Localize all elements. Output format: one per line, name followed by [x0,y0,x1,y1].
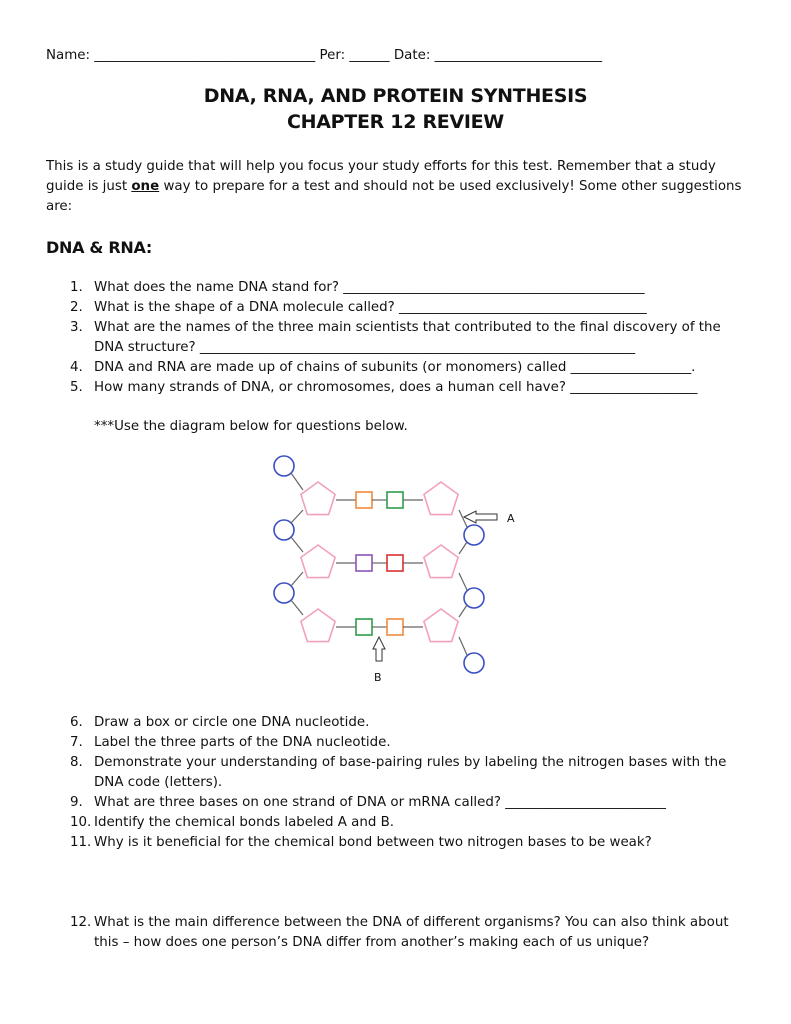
nitrogen-base-square [356,619,372,635]
sugar-pentagon [301,545,335,578]
date-blank[interactable]: _________________________ [434,48,603,63]
intro-text-c: way to prepare for a test and should not be used exclusively! Some other suggestions [159,179,742,194]
question-number: 9. [70,795,83,810]
sugar-pentagon [301,482,335,515]
bond-line [291,572,303,586]
question-text: What is the shape of a DNA molecule called? _____________________________________ [94,300,647,315]
bond-line [291,537,303,552]
intro-text-a: guide is just [46,179,132,194]
question-text: What is the main difference between the DNA of different organisms? You can also think about [94,915,729,930]
intro-line-1: This is a study guide that will help you focus your study efforts for this test. Remember that a study [46,159,716,174]
question-text: Draw a box or circle one DNA nucleotide. [94,715,370,730]
sugar-pentagon [424,609,458,642]
intro-line-3: are: [46,199,73,214]
question-text: DNA structure? _________________________________________________________________ [94,340,636,355]
bond-label-b: B [374,671,382,684]
question-number: 5. [70,380,83,395]
sugar-pentagon [301,609,335,642]
bond-line [459,573,467,590]
intro-emphasis: one [131,179,160,194]
per-label: Per: [319,48,346,63]
question-text: What are the names of the three main scientists that contributed to the final discovery of the [94,320,721,335]
nitrogen-base-square [387,555,403,571]
nitrogen-base-square [387,619,403,635]
title-line-2: CHAPTER 12 REVIEW [287,111,504,133]
diagram-note: ***Use the diagram below for questions below. [94,419,408,434]
per-blank[interactable]: ______ [349,48,390,63]
arrow-b [373,637,385,661]
question-number: 6. [70,715,83,730]
bond-line [459,637,467,655]
question-number: 4. [70,360,83,375]
question-number: 3. [70,320,83,335]
arrow-a [464,511,497,523]
phosphate-circle [464,653,484,673]
question-text: Label the three parts of the DNA nucleotide. [94,735,391,750]
question-number: 12. [70,915,92,930]
question-number: 10. [70,815,92,830]
bond-line [459,605,467,617]
question-text: Demonstrate your understanding of base-pairing rules by labeling the nitrogen bases with the [94,755,727,770]
nitrogen-base-square [387,492,403,508]
question-text: this – how does one person’s DNA differ from another’s making each of us unique? [94,935,650,950]
question-number: 8. [70,755,83,770]
sugar-pentagon [424,545,458,578]
question-text: DNA code (letters). [94,775,223,790]
bond-label-a: A [507,512,515,525]
bond-line [291,600,303,615]
bond-line [459,510,467,527]
question-text: What are three bases on one strand of DNA or mRNA called? ________________________ [94,795,666,810]
title-line-1: DNA, RNA, AND PROTEIN SYNTHESIS [203,85,588,107]
nitrogen-base-square [356,555,372,571]
question-number: 2. [70,300,83,315]
nitrogen-base-square [356,492,372,508]
question-number: 1. [70,280,83,295]
name-label: Name: [46,48,91,63]
question-text: DNA and RNA are made up of chains of subunits (or monomers) called __________________. [94,360,696,375]
bond-line [291,510,303,523]
question-text: How many strands of DNA, or chromosomes, does a human cell have? ___________________ [94,380,698,395]
question-text: Why is it beneficial for the chemical bond between two nitrogen bases to be weak? [94,835,652,850]
question-text: What does the name DNA stand for? _____________________________________________ [94,280,645,295]
question-number: 7. [70,735,83,750]
sugar-pentagon [424,482,458,515]
name-blank[interactable]: _________________________________ [94,48,316,63]
question-text: Identify the chemical bonds labeled A and B. [94,815,395,830]
question-number: 11. [70,835,92,850]
date-label: Date: [393,48,431,63]
bond-line [459,542,467,554]
bond-line [291,473,303,490]
section-title: DNA & RNA: [46,238,152,257]
